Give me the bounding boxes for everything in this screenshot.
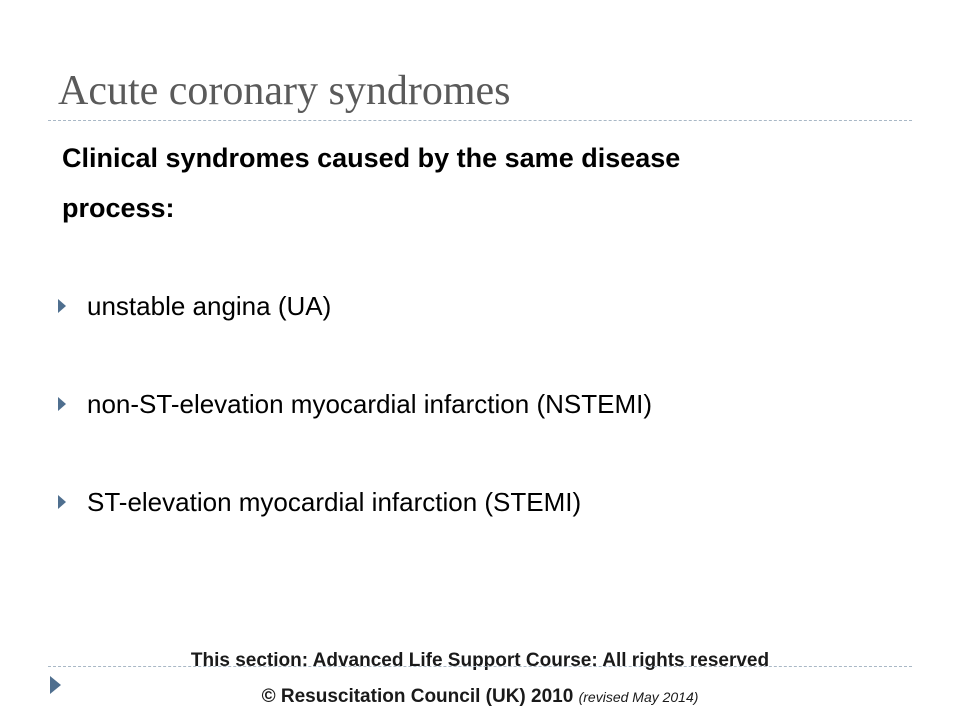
intro-text bbox=[62, 133, 862, 233]
triangle-right-icon bbox=[58, 397, 66, 411]
triangle-right-icon bbox=[58, 495, 66, 509]
bullet-list bbox=[58, 282, 652, 576]
bullet-text: ST-elevation myocardial infarction (STEMI) bbox=[87, 486, 582, 517]
footer-divider bbox=[48, 666, 912, 667]
title-divider bbox=[48, 120, 912, 121]
intro-line-1: Clinical syndromes caused by the same disease bbox=[62, 143, 681, 173]
bullet-text: unstable angina (UA) bbox=[87, 290, 332, 321]
list-item bbox=[58, 282, 652, 330]
list-item bbox=[58, 380, 652, 428]
revision-note: (revised May 2014) bbox=[578, 689, 699, 705]
list-item bbox=[58, 478, 652, 526]
bullet-text: non-ST-elevation myocardial infarction (NSTEMI) bbox=[87, 388, 652, 419]
footer-copyright bbox=[0, 686, 960, 708]
page-title: Acute coronary syndromes bbox=[58, 68, 511, 114]
triangle-right-icon bbox=[58, 299, 66, 313]
intro-line-2: process: bbox=[62, 193, 175, 223]
copyright-text: © Resuscitation Council (UK) 2010 bbox=[261, 686, 574, 707]
footer-rights: This section: Advanced Life Support Course: All rights reserved bbox=[190, 650, 770, 671]
